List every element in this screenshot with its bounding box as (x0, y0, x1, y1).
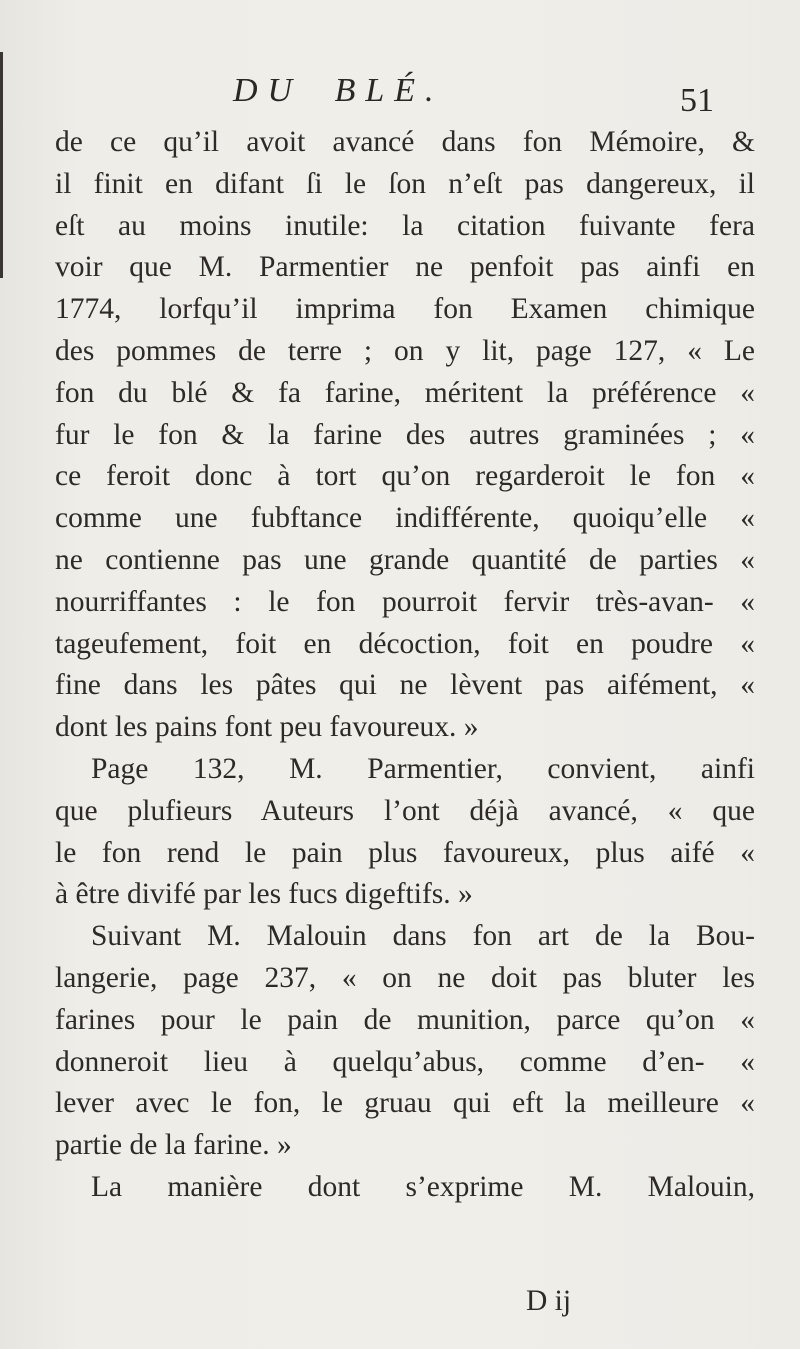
text-line: fur le fon & la farine des autres graminées ; « (55, 418, 755, 451)
text-line: des pommes de terre ; on y lit, page 127, « Le (55, 334, 755, 367)
running-head-title: DU BLÉ. (233, 72, 444, 109)
signature-mark: D ij (526, 1285, 572, 1317)
text-line: voir que M. Parmentier ne penfoit pas ainfi en (55, 251, 755, 284)
text-line: Page 132, M. Parmentier, convient, ainfi (91, 752, 755, 785)
text-line: fon du blé & fa farine, méritent la préférence « (55, 376, 755, 409)
text-line: tageufement, foit en décoction, foit en poudre « (55, 627, 755, 660)
text-line: La manière dont s’exprime M. Malouin, (91, 1170, 755, 1203)
text-line: Suivant M. Malouin dans fon art de la Bou- (91, 920, 755, 953)
body-text (55, 122, 755, 1209)
text-line: à être divifé par les fucs digeftifs. » (55, 878, 473, 911)
text-line: il finit en difant ſi le ſon n’eſt pas dangereux, il (55, 167, 755, 200)
text-line: farines pour le pain de munition, parce qu’on « (55, 1003, 755, 1036)
text-line: fine dans les pâtes qui ne lèvent pas aifément, « (55, 669, 755, 702)
text-line: donneroit lieu à quelqu’abus, comme d’en- « (55, 1045, 755, 1078)
text-line: lever avec le fon, le gruau qui eft la meilleure « (55, 1087, 755, 1120)
text-line: que plufieurs Auteurs l’ont déjà avancé, « que (55, 794, 755, 827)
running-head (0, 72, 800, 118)
text-line: ce feroit donc à tort qu’on regarderoit le fon « (55, 460, 755, 493)
text-line: de ce qu’il avoit avancé dans fon Mémoire, & (55, 126, 755, 158)
text-line: comme une fubftance indifférente, quoiqu’elle « (55, 502, 755, 535)
text-line: langerie, page 237, « on ne doit pas bluter les (55, 961, 755, 994)
text-line: le fon rend le pain plus favoureux, plus aifé « (55, 836, 755, 869)
text-line: ne contienne pas une grande quantité de parties « (55, 543, 755, 576)
text-line: partie de la farine. » (55, 1129, 292, 1162)
text-line: dont les pains font peu favoureux. » (55, 711, 479, 744)
page-number: 51 (680, 82, 714, 119)
text-line: 1774, lorfqu’il imprima fon Examen chimique (55, 293, 755, 326)
text-line: eſt au moins inutile: la citation fuivante fera (55, 209, 755, 242)
text-line: nourriffantes : le fon pourroit fervir très-avan- « (55, 585, 755, 618)
